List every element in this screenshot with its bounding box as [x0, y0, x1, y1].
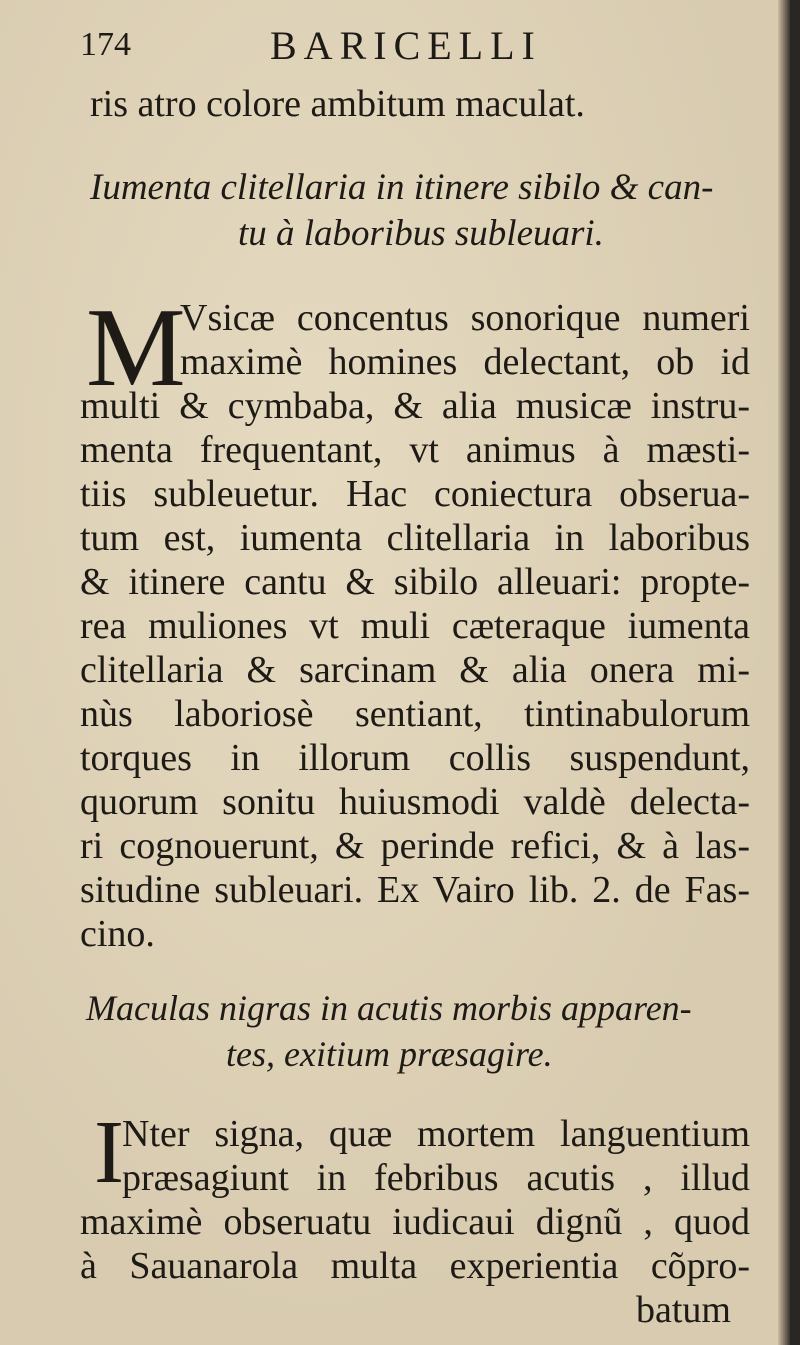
catchword: batum [636, 1289, 731, 1331]
page-header [80, 20, 700, 70]
section1-line-8: rea muliones vt muli cæteraque iumenta [80, 605, 750, 647]
section2-heading-line-2: tes, exitium præsagire. [226, 1034, 553, 1074]
section1-line-12: quorum sonitu huiusmodi valdè delecta- [80, 781, 750, 823]
section1-line-5: tiis subleuetur. Hac coniectura obserua- [80, 473, 750, 515]
section2-heading-line-1: Maculas nigras in acutis morbis apparen- [86, 988, 692, 1028]
section1-line-15: cino. [80, 913, 155, 955]
section1-line-7: & itinere cantu & sibilo alleuari: propte- [80, 561, 750, 603]
section1-line-4: menta frequentant, vt animus à mæsti- [80, 429, 750, 471]
page-number: 174 [80, 26, 131, 63]
section1-heading-line-2: tu à laboribus subleuari. [238, 213, 604, 254]
section1-line-1: Vsicæ concentus sonorique numeri [180, 297, 750, 339]
section1-line-6: tum est, iumenta clitellaria in laboribus [80, 517, 750, 559]
section1-line-11: torques in illorum collis suspendunt, [80, 737, 750, 779]
page-edge-shadow [778, 0, 790, 1345]
section2-line-3: maximè obseruatu iudicaui dignũ , quod [80, 1201, 750, 1243]
section1-heading-line-1: Iumenta clitellaria in itinere sibilo & can- [90, 167, 714, 208]
section1-line-10: nùs laboriosè sentiant, tintinabulorum [80, 693, 750, 735]
section1-line-13: ri cognouerunt, & perinde refici, & à las- [80, 825, 750, 867]
opening-line: ris atro colore ambitum maculat. [90, 83, 585, 125]
running-head: BARICELLI [270, 23, 542, 68]
section1-drop-capital: M [86, 286, 186, 410]
section1-line-9: clitellaria & sarcinam & alia onera mi- [80, 649, 750, 691]
section2-line-2: præsagiunt in febribus acutis , illud [122, 1157, 750, 1199]
section2-line-4: à Sauanarola multa experientia cõpro- [80, 1245, 750, 1287]
section2-drop-capital: I [94, 1103, 124, 1202]
section1-line-3: multi & cymbaba, & alia musicæ instru- [80, 385, 750, 427]
section2-line-1: Nter signa, quæ mortem languentium [122, 1113, 750, 1155]
section1-line-14: situdine subleuari. Ex Vairo lib. 2. de Fas- [80, 869, 750, 911]
section1-line-2: maximè homines delectant, ob id [180, 341, 750, 383]
